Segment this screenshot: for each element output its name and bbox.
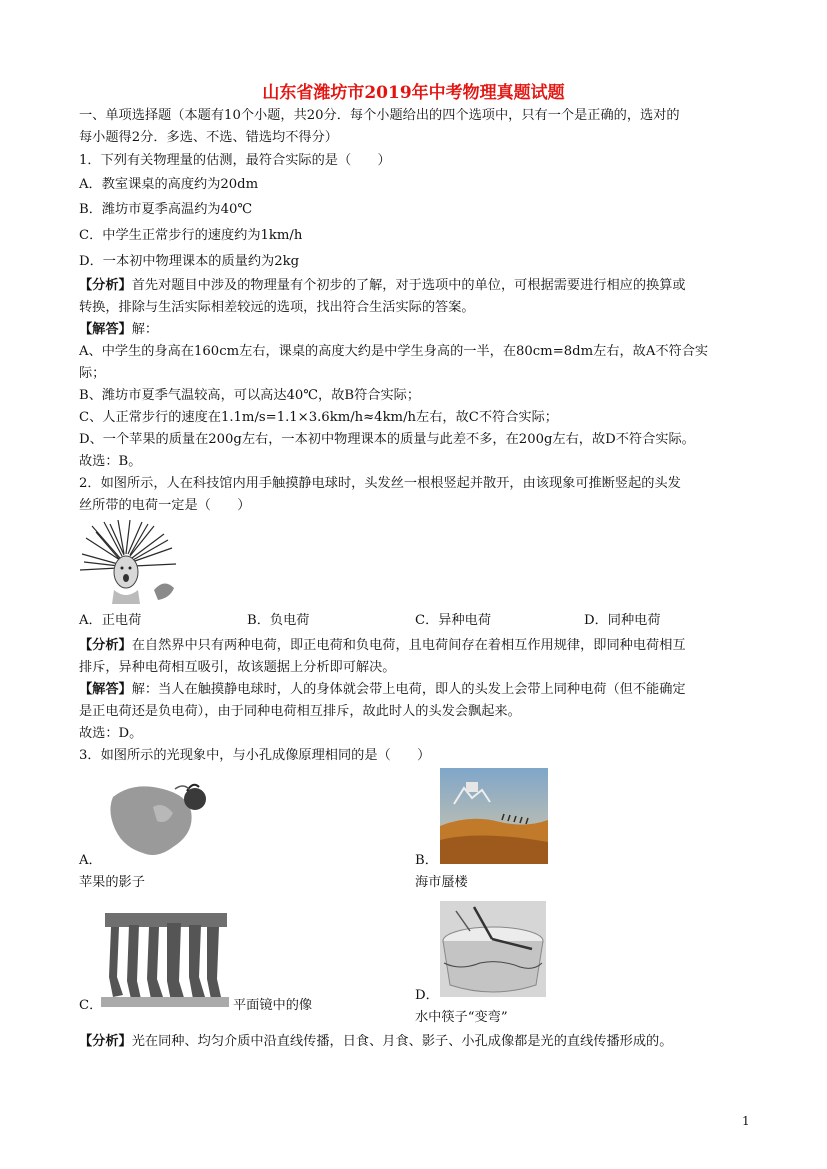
answer-tag: 【解答】 xyxy=(79,322,132,337)
page-title: 山东省潍坊市2019年中考物理真题试题 xyxy=(262,83,565,103)
q2-option-d: D．同种电荷 xyxy=(584,613,661,628)
q1-answer-line-3: B、潍坊市夏季气温较高，可以高达40℃，故B符合实际； xyxy=(79,388,421,403)
q3-option-d-letter: D． xyxy=(415,988,439,1003)
q1-answer-line-5: D、一个苹果的质量在200g左右，一本初中物理课本的质量与此差不多，在200g左右，故D不符合实际。 xyxy=(79,432,695,447)
analysis-tag: 【分析】 xyxy=(79,278,132,293)
mirage-figure xyxy=(440,768,548,864)
q3-option-b-letter: B． xyxy=(415,853,438,868)
q2-answer-line-1 xyxy=(79,680,686,700)
analysis-tag: 【分析】 xyxy=(79,638,132,653)
q3-option-d-text: 水中筷子“变弯” xyxy=(415,1010,508,1025)
q2-option-b: B．负电荷 xyxy=(247,613,310,628)
q1-option-c: C．中学生正常步行的速度约为1km/h xyxy=(79,228,303,243)
q1-answer-line-6: 故选：B。 xyxy=(79,454,142,469)
answer-tag: 【解答】 xyxy=(79,682,132,697)
analysis-tag: 【分析】 xyxy=(79,1034,132,1049)
q1-stem: 1．下列有关物理量的估测，最符合实际的是（ ） xyxy=(79,153,391,168)
q2-answer-text: 解：当人在触摸静电球时，人的身体就会带上电荷，即人的头发上会带上同种电荷（但不能确定 xyxy=(131,682,686,697)
page-number: 1 xyxy=(742,1114,750,1128)
chopsticks-in-water-figure xyxy=(440,901,546,997)
q3-option-a-letter: A． xyxy=(79,853,102,868)
q1-analysis-line-1 xyxy=(79,276,686,296)
q1-answer-head xyxy=(79,320,158,340)
q2-option-a: A．正电荷 xyxy=(79,613,142,628)
q3-option-c-text: 平面镜中的像 xyxy=(233,998,313,1013)
static-hair-figure xyxy=(78,520,178,604)
q1-option-a: A．教室课桌的高度约为20dm xyxy=(79,177,259,192)
q3-analysis-text: 光在同种、均匀介质中沿直线传播，日食、月食、影子、小孔成像都是光的直线传播形成的。 xyxy=(131,1034,673,1049)
q2-stem-line-1: 2．如图所示，人在科技馆内用手触摸静电球时，头发丝一根根竖起并散开，由该现象可推断竖起的头发 xyxy=(79,476,681,491)
q1-analysis-line-2: 转换，排除与生活实际相差较远的选项，找出符合生活实际的答案。 xyxy=(79,300,475,315)
q1-answer-line-1: A、中学生的身高在160cm左右，课桌的高度大约是中学生身高的一半，在80cm=8dm左右，故A不符合实 xyxy=(79,344,709,359)
q1-option-b: B．潍坊市夏季高温约为40℃ xyxy=(79,202,253,217)
q2-stem-line-2: 丝所带的电荷一定是（ ） xyxy=(79,498,251,513)
q1-answer-intro: 解： xyxy=(131,322,159,337)
section-header-line-1: 一、单项选择题（本题有10个小题，共20分．每个小题给出的四个选项中，只有一个是正确的，选对的 xyxy=(79,108,680,123)
q1-analysis-text: 首先对题目中涉及的物理量有个初步的了解，对于选项中的单位，可根据需要进行相应的换算或 xyxy=(131,278,686,293)
q1-answer-line-4: C、人正常步行的速度在1.1m/s=1.1×3.6km/h≈4km/h左右，故C不符合实际； xyxy=(79,410,558,425)
q2-analysis-text: 在自然界中只有两种电荷，即正电荷和负电荷，且电荷间存在着相互作用规律，即同种电荷相互 xyxy=(131,638,686,653)
q2-answer-line-3: 故选：D。 xyxy=(79,726,143,741)
q3-stem: 3．如图所示的光现象中，与小孔成像原理相同的是（ ） xyxy=(79,748,431,763)
q3-option-c-letter: C． xyxy=(79,998,103,1013)
q1-option-d: D．一本初中物理课本的质量约为2kg xyxy=(79,254,300,269)
q3-option-b-text: 海市蜃楼 xyxy=(415,875,468,890)
q3-option-a-text: 苹果的影子 xyxy=(79,875,145,890)
q2-analysis-line-2: 排斥，异种电荷相互吸引，故该题据上分析即可解决。 xyxy=(79,660,396,675)
q3-analysis-line-1 xyxy=(79,1032,672,1052)
q2-analysis-line-1 xyxy=(79,636,686,656)
section-header-line-2: 每小题得2分．多选、不选、错选均不得分） xyxy=(79,130,338,145)
q2-answer-line-2: 是正电荷还是负电荷），由于同种电荷相互排斥，故此时人的头发会飘起来。 xyxy=(79,704,521,719)
q2-option-c: C．异种电荷 xyxy=(415,613,492,628)
mirror-reflection-figure xyxy=(101,911,229,1007)
apple-shadow-figure xyxy=(103,777,213,859)
q1-answer-line-2: 际； xyxy=(79,366,106,381)
